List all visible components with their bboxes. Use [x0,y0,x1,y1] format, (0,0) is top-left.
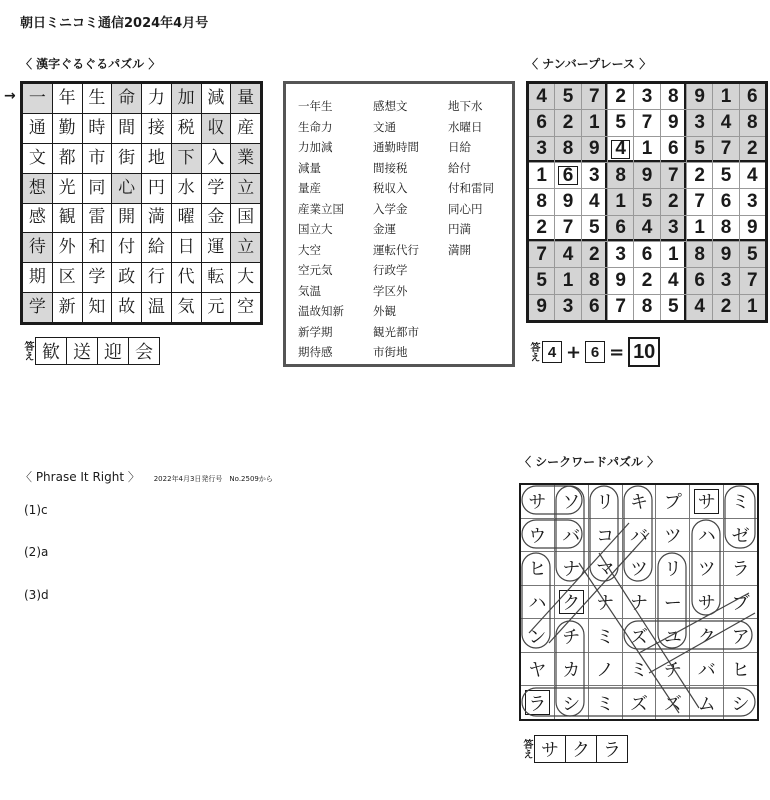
sudoku-answer [526,337,660,367]
sudoku-cell: 7 [582,84,607,109]
word-list-item: 力加減 [298,140,333,154]
kanji-cell: 国 [231,204,260,233]
word-list-item: 減量 [298,160,321,175]
seek-word-cell: マ [589,552,622,585]
word-list-item: 市街地 [373,345,408,359]
sudoku-cell: 9 [687,84,712,109]
sudoku-cell: 2 [740,137,765,162]
word-list-item: 観光都市 [373,324,419,339]
kanji-answer-box [35,337,160,365]
word-list-item: 水曜日 [448,119,483,134]
kanji-cell: 下 [172,144,201,173]
sudoku-cell: 5 [555,84,580,109]
seek-word-cell: ラ [521,686,554,719]
sudoku-cell: 6 [582,295,607,320]
seek-word-cell: ゼ [724,519,757,552]
kanji-cell: 雷 [83,204,112,233]
seek-word-cell: ヤ [521,653,554,686]
kanji-cell: 勤 [53,114,82,143]
seek-word-cell: サ [690,485,723,518]
kanji-cell: 学 [83,263,112,292]
seek-word-cell: ク [555,586,588,619]
plus-sign: + [566,341,582,363]
kanji-cell: 新 [53,293,82,322]
sudoku-cell: 5 [608,110,633,135]
sudoku-cell: 2 [529,216,554,241]
kanji-cell: 温 [142,293,171,322]
seek-word-cell: ミ [589,686,622,719]
kanji-cell: 収 [202,114,231,143]
answer-label: 答え [528,342,539,362]
kanji-cell: 光 [53,174,82,203]
sudoku-cell: 6 [713,189,738,214]
kanji-cell: 学 [23,293,52,322]
word-list-item: 文通 [373,119,396,134]
sudoku-cell: 1 [529,163,554,188]
kanji-cell: 都 [53,144,82,173]
kanji-cell: 通 [23,114,52,143]
word-list-item: 通勤時間 [373,140,419,154]
phrase-heading-row [20,468,273,485]
word-list-item: 日給 [448,140,471,154]
sudoku-cell: 7 [713,137,738,162]
kanji-cell: 命 [112,84,141,113]
kanji-cell: 気 [172,293,201,322]
answer-char: 歓 [36,338,67,364]
answer-char: 送 [67,338,98,364]
word-list-item: 感想文 [373,99,408,113]
kanji-cell: 間 [112,114,141,143]
sudoku-cell: 7 [740,268,765,293]
kanji-cell: 曜 [172,204,201,233]
kanji-cell: 街 [112,144,141,173]
sudoku-cell: 3 [634,84,659,109]
kanji-cell: 満 [142,204,171,233]
seek-word-cell: ミ [623,653,656,686]
sudoku-cell: 4 [713,110,738,135]
kanji-cell: 市 [83,144,112,173]
seek-word-cell: ア [724,619,757,652]
sudoku-grid [526,81,768,323]
sudoku-cell: 8 [634,295,659,320]
word-list-item: 新学期 [298,324,333,339]
word-list-column-1 [298,96,344,363]
sudoku-cell: 3 [740,189,765,214]
answer-char: 迎 [98,338,129,364]
answer-char: ラ [603,740,621,761]
kanji-cell: 力 [142,84,171,113]
seek-word-cell: キ [623,485,656,518]
sudoku-cell: 4 [529,84,554,109]
sudoku-cell: 7 [608,295,633,320]
sudoku-cell: 6 [634,242,659,267]
seek-word-cell: ズ [623,619,656,652]
seek-word-cell: ユ [656,619,689,652]
phrase-answer-2: (2)a [24,545,49,559]
kanji-cell: 給 [142,233,171,262]
seek-word-cell: ノ [589,653,622,686]
sudoku-cell: 7 [634,110,659,135]
seek-word-cell: シ [555,686,588,719]
sudoku-cell: 4 [634,216,659,241]
seek-word-cell: ク [690,619,723,652]
kanji-cell: 大 [231,263,260,292]
sudoku-cell: 6 [661,137,686,162]
sudoku-cell: 6 [529,110,554,135]
seek-word-cell: ツ [623,552,656,585]
sudoku-cell: 4 [661,268,686,293]
seek-word-cell: ム [690,686,723,719]
kanji-cell: 行 [142,263,171,292]
sudoku-cell: 9 [634,163,659,188]
kanji-cell: 期 [23,263,52,292]
kanji-cell: 付 [112,233,141,262]
sudoku-cell: 8 [608,163,633,188]
kanji-cell: 減 [202,84,231,113]
word-list-item: 地下水 [448,99,483,113]
seek-word-cell: ツ [656,519,689,552]
kanji-cell: 感 [23,204,52,233]
kanji-cell: 運 [202,233,231,262]
word-list-box [283,81,515,367]
sudoku-cell: 4 [555,242,580,267]
word-list-item: 金運 [373,222,396,236]
answer-number-a: 4 [542,341,562,363]
sudoku-cell: 9 [713,242,738,267]
seek-word-grid [519,483,759,721]
sudoku-cell: 7 [529,242,554,267]
sudoku-cell: 9 [555,189,580,214]
kanji-cell: 転 [202,263,231,292]
kanji-cell: 立 [231,174,260,203]
sudoku-cell: 3 [687,110,712,135]
word-list-item: 入学金 [373,201,408,216]
seek-word-cell: ミ [589,619,622,652]
seek-word-cell: バ [690,653,723,686]
sudoku-cell: 2 [555,110,580,135]
word-list-item: 行政学 [373,263,408,277]
word-list-item: 温故知新 [298,304,344,318]
sudoku-cell: 2 [687,163,712,188]
seek-word-cell: ウ [521,519,554,552]
sudoku-cell: 7 [555,216,580,241]
start-arrow-icon: → [4,88,16,104]
sudoku-cell: 7 [687,189,712,214]
phrase-answer-1: (1)c [24,503,48,517]
seek-word-cell: リ [589,485,622,518]
word-list-column-2 [373,96,419,363]
answer-number-b: 6 [585,341,605,363]
kanji-answer [20,337,160,365]
kanji-cell: 政 [112,263,141,292]
seek-word-cell: チ [656,653,689,686]
equals-sign: = [609,341,625,363]
answer-label: 答え [521,739,532,759]
word-list-item: 生命力 [298,119,333,134]
word-list-item: 空元気 [298,263,333,277]
seek-word-cell: ミ [724,485,757,518]
sudoku-cell: 4 [687,295,712,320]
sudoku-cell: 1 [608,189,633,214]
phrase-heading: 〈 Phrase It Right 〉 [20,470,140,484]
word-list-item: 量産 [298,181,321,195]
kanji-cell: 生 [83,84,112,113]
sudoku-cell: 5 [661,295,686,320]
sudoku-cell: 7 [661,163,686,188]
kanji-cell: 和 [83,233,112,262]
sudoku-cell: 5 [740,242,765,267]
sudoku-cell: 1 [713,84,738,109]
word-list-item: 気温 [298,283,321,298]
kanji-cell: 量 [231,84,260,113]
sudoku-cell: 9 [608,268,633,293]
answer-char: サ [535,736,566,762]
kanji-cell: 入 [202,144,231,173]
kanji-cell: 時 [83,114,112,143]
kanji-cell: 立 [231,233,260,262]
kanji-cell: 接 [142,114,171,143]
kanji-cell: 代 [172,263,201,292]
word-list-item: 期待感 [298,345,333,359]
kanji-cell: 水 [172,174,201,203]
sudoku-cell: 6 [608,216,633,241]
sudoku-cell: 5 [582,216,607,241]
sudoku-cell: 1 [661,242,686,267]
word-list-item: 産業立国 [298,201,344,216]
sudoku-cell: 6 [687,268,712,293]
sudoku-cell: 3 [555,295,580,320]
seek-word-cell: ン [521,619,554,652]
word-list-item: 間接税 [373,160,408,175]
sudoku-cell: 9 [529,295,554,320]
sudoku-cell: 8 [740,110,765,135]
seek-word-cell: ヒ [724,653,757,686]
kanji-cell: 開 [112,204,141,233]
seek-word-cell: リ [656,552,689,585]
kanji-cell: 元 [202,293,231,322]
sudoku-cell: 5 [634,189,659,214]
sudoku-cell: 4 [740,163,765,188]
phrase-answer-3: (3)d [24,588,49,602]
seek-word-cell: ヒ [521,552,554,585]
kanji-cell: 産 [231,114,260,143]
sudoku-cell: 9 [661,110,686,135]
answer-char: ク [566,736,597,762]
kanji-cell: 文 [23,144,52,173]
number-place-heading: 〈 ナンバープレース 〉 [526,57,652,71]
phrase-note: 2022年4月3日発行号 No.2509から [153,475,273,483]
kanji-cell: 知 [83,293,112,322]
seek-word-cell: サ [690,586,723,619]
sudoku-cell: 5 [687,137,712,162]
seek-word-cell: ー [656,586,689,619]
seek-word-cell: シ [724,686,757,719]
seek-word-answer-box [534,735,628,763]
sudoku-cell: 6 [555,163,580,188]
sudoku-cell: 3 [713,268,738,293]
sudoku-cell: 2 [661,189,686,214]
kanji-cell: 地 [142,144,171,173]
sudoku-cell: 4 [582,189,607,214]
word-list-item: 円満 [448,222,471,236]
kanji-cell: 加 [172,84,201,113]
kanji-grid [20,81,263,325]
sudoku-cell: 8 [713,216,738,241]
sudoku-cell: 8 [582,268,607,293]
sudoku-cell: 5 [529,268,554,293]
kanji-cell: 外 [53,233,82,262]
seek-word-cell: ズ [656,686,689,719]
kanji-puzzle-heading: 〈 漢字ぐるぐるパズル 〉 [20,57,161,71]
seek-word-cell: ナ [589,586,622,619]
word-list-item: 運転代行 [373,242,419,257]
page-title: 朝日ミニコミ通信2024年4月号 [20,16,209,31]
seek-word-cell: ナ [555,552,588,585]
sudoku-cell: 9 [740,216,765,241]
kanji-cell: 金 [202,204,231,233]
kanji-cell: 年 [53,84,82,113]
seek-word-cell: バ [555,519,588,552]
answer-label: 答え [22,341,33,361]
seek-word-cell: ツ [690,552,723,585]
seek-word-cell: チ [555,619,588,652]
seek-word-cell: プ [656,485,689,518]
sudoku-cell: 1 [582,110,607,135]
sudoku-cell: 2 [634,268,659,293]
kanji-cell: 円 [142,174,171,203]
word-list-item: 税収入 [373,181,408,195]
kanji-cell: 想 [23,174,52,203]
seek-word-cell: コ [589,519,622,552]
kanji-cell: 同 [83,174,112,203]
word-list-item: 大空 [298,242,321,257]
seek-word-heading: 〈 シークワードパズル 〉 [519,455,660,469]
sudoku-cell: 3 [661,216,686,241]
word-list-item: 国立大 [298,222,333,236]
word-list-item: 給付 [448,160,471,175]
kanji-cell: 観 [53,204,82,233]
word-list-item: 同心円 [448,201,483,216]
seek-word-cell: ナ [623,586,656,619]
sudoku-cell: 2 [608,84,633,109]
sudoku-cell: 1 [634,137,659,162]
word-list-item: 付和雷同 [448,181,494,195]
kanji-cell: 学 [202,174,231,203]
sudoku-cell: 8 [529,189,554,214]
seek-word-cell: バ [623,519,656,552]
kanji-cell: 一 [23,84,52,113]
word-list-item: 満開 [448,242,471,257]
sudoku-cell: 3 [582,163,607,188]
kanji-cell: 待 [23,233,52,262]
sudoku-cell: 1 [555,268,580,293]
sudoku-cell: 8 [661,84,686,109]
word-list-column-3 [448,96,494,260]
sudoku-cell: 8 [687,242,712,267]
kanji-cell: 日 [172,233,201,262]
seek-word-cell: サ [521,485,554,518]
seek-word-cell: ソ [555,485,588,518]
sudoku-cell: 2 [713,295,738,320]
kanji-cell: 心 [112,174,141,203]
seek-word-answer [519,735,628,763]
answer-char: 会 [135,342,153,363]
seek-word-cell: ラ [724,552,757,585]
sudoku-cell: 3 [608,242,633,267]
sudoku-cell: 6 [740,84,765,109]
sudoku-cell: 1 [740,295,765,320]
seek-word-cell: ズ [623,686,656,719]
seek-word-cell: ブ [724,586,757,619]
kanji-cell: 税 [172,114,201,143]
sudoku-cell: 1 [687,216,712,241]
word-list-item: 一年生 [298,99,333,113]
sudoku-cell: 2 [582,242,607,267]
answer-result: 10 [628,337,660,367]
kanji-cell: 区 [53,263,82,292]
seek-word-cell: ハ [690,519,723,552]
kanji-cell: 空 [231,293,260,322]
word-list-item: 外観 [373,304,396,318]
sudoku-cell: 3 [529,137,554,162]
kanji-cell: 故 [112,293,141,322]
word-list-item: 学区外 [373,283,408,298]
sudoku-cell: 8 [555,137,580,162]
sudoku-cell: 4 [608,137,633,162]
sudoku-cell: 9 [582,137,607,162]
seek-word-cell: ハ [521,586,554,619]
sudoku-cell: 5 [713,163,738,188]
seek-word-cell: カ [555,653,588,686]
kanji-cell: 業 [231,144,260,173]
